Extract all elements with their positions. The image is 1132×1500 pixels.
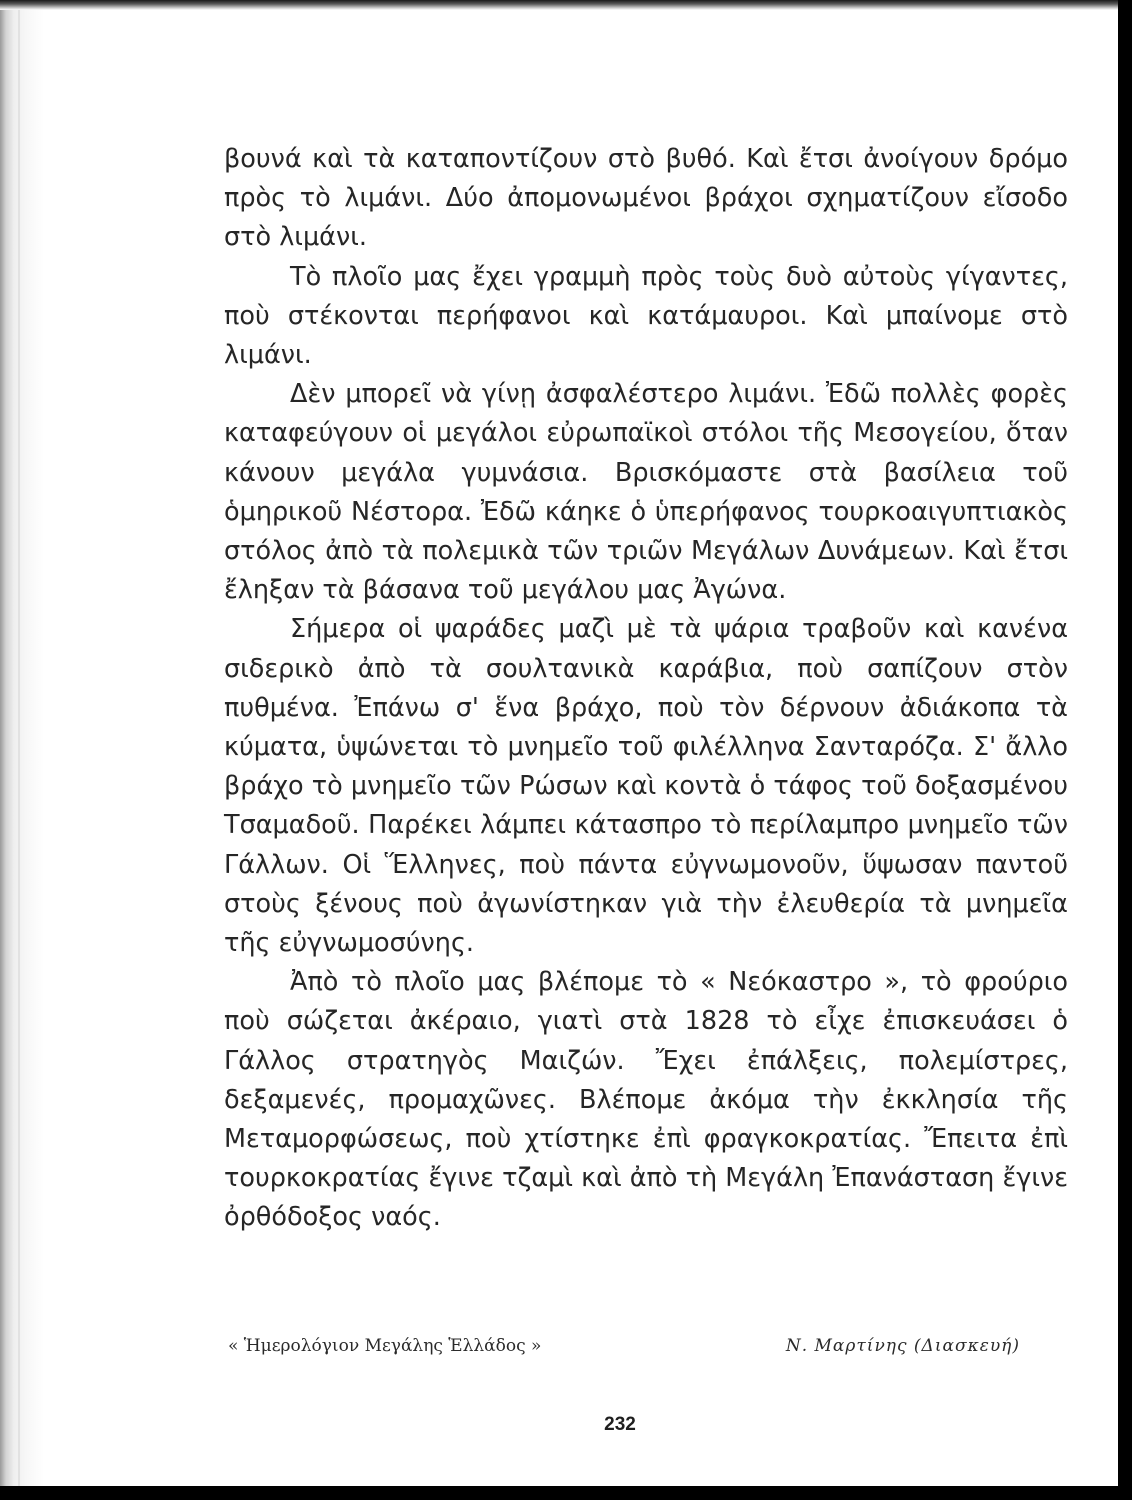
paragraph: Ἀπὸ τὸ πλοῖο μας βλέπομε τὸ « Νεόκαστρο », τὸ φρούριο ποὺ σώζεται ἀκέραιο, γιατὶ στὰ 1828 τὸ εἶχε ἐπισκευάσει ὁ Γάλλος στρατηγὸς Μαιζών. Ἔχει ἐπάλξεις, πολεμίστρες, δεξαμενές, προμαχῶνες. Βλέπομε ἀκόμα τὴν ἐκκλησία τῆς Μεταμορφώσεως, ποὺ χτίστηκε ἐπὶ φραγκοκρατίας. Ἔπειτα ἐπὶ τουρκοκρατίας ἔγινε τζαμὶ καὶ ἀπὸ τὴ Μεγάλη Ἐπανάσταση ἔγινε ὀρθόδοξος ναός. — [224, 967, 1068, 1233]
source-citation: « Ἡμερολόγιον Μεγάλης Ἑλλάδος » — [228, 1336, 542, 1356]
body-text — [224, 140, 1068, 1238]
paragraph-continuation: βουνά καὶ τὰ καταποντίζουν στὸ βυθό. Καὶ ἔτσι ἀνοίγουν δρόμο πρὸς τὸ λιμάνι. Δύο ἀπομονωμένοι βράχοι σχηματίζουν εἴσοδο στὸ λιμάνι. — [224, 144, 1068, 253]
attribution-line — [228, 1336, 1068, 1364]
paragraph: Τὸ πλοῖο μας ἔχει γραμμὴ πρὸς τοὺς δυὸ αὐτοὺς γίγαντες, ποὺ στέκονται περήφανοι καὶ κατάμαυροι. Καὶ μπαίνομε στὸ λιμάνι. — [224, 261, 1068, 371]
scan-right-border — [1118, 0, 1132, 1500]
paragraph: Σήμερα οἱ ψαράδες μαζὶ μὲ τὰ ψάρια τραβοῦν καὶ κανένα σιδερικὸ ἀπὸ τὰ σουλτανικὰ καράβια, ποὺ σαπίζουν στὸν πυθμένα. Ἐπάνω σ' ἕνα βράχο, ποὺ τὸν δέρνουν ἀδιάκοπα τὰ κύματα, ὑψώνεται τὸ μνημεῖο τοῦ φιλέλληνα Σανταρόζα. Σ' ἄλλο βράχο τὸ μνημεῖο τῶν Ρώσων καὶ κοντὰ ὁ τάφος τοῦ δοξασμένου Τσαμαδοῦ. Παρέκει λάμπει κάτασπρο τὸ περίλαμπρο μνημεῖο τῶν Γάλλων. Οἱ Ἕλληνες, ποὺ πάντα εὐγνωμονοῦν, ὕψωσαν παντοῦ στοὺς ξένους ποὺ ἀγωνίστηκαν γιὰ τὴν ἐλευθερία τὰ μνημεῖα τῆς εὐγνωμοσύνης. — [224, 614, 1068, 959]
paragraph: Δὲν μπορεῖ νὰ γίνῃ ἀσφαλέστερο λιμάνι. Ἐδῶ πολλὲς φορὲς καταφεύγουν οἱ μεγάλοι εὐρωπαϊκοὶ στόλοι τῆς Μεσογείου, ὅταν κάνουν μεγάλα γυμνάσια. Βρισκόμαστε στὰ βασίλεια τοῦ ὁμηρικοῦ Νέστορα. Ἐδῶ κάηκε ὁ ὑπερήφανος τουρκοαιγυπτιακὸς στόλος ἀπὸ τὰ πολεμικὰ τῶν τριῶν Μεγάλων Δυνάμεων. Καὶ ἔτσι ἔληξαν τὰ βάσανα τοῦ μεγάλου μας Ἀγώνα. — [224, 379, 1068, 606]
scan-bottom-border — [0, 1486, 1132, 1500]
author-credit: Ν. Μαρτίνης (Διασκευή) — [785, 1336, 1020, 1356]
scan-top-border — [0, 0, 1132, 10]
page-stack-edge — [0, 0, 44, 1500]
page-number: 232 — [604, 1414, 636, 1435]
